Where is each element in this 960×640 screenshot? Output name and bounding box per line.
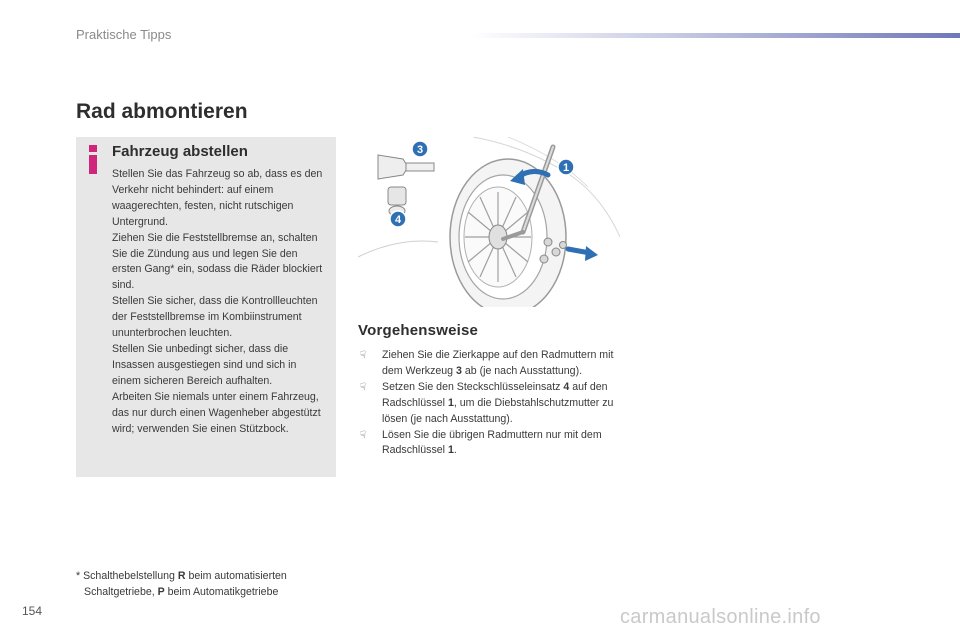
bullet-icon: ☟: [360, 381, 367, 393]
bullet-icon: ☟: [360, 350, 367, 361]
watermark: carmanualsonline.info: [620, 606, 821, 628]
info-box-text: [112, 167, 326, 437]
page-number: 154: [22, 604, 43, 618]
tool-3-hubcap-puller: [378, 155, 434, 179]
callout-badge-4: [390, 211, 406, 227]
procedure-step: ☟ Setzen Sie den Steckschlüsseleinsatz 4 auf den Radschlüssel 1, um die Diebstahlschutzmutter zu lösen (je nach Ausstattung).: [360, 380, 614, 425]
procedure-step: ☟ Lösen Sie die übrigen Radmuttern nur mit dem Radschlüssel 1.: [360, 428, 602, 457]
svg-text:4: 4: [394, 214, 402, 226]
svg-text:3: 3: [416, 144, 424, 156]
callout-badge-3: [412, 141, 428, 157]
info-box: [76, 137, 336, 477]
wheel: [450, 159, 566, 307]
procedure-steps: [358, 348, 628, 459]
wheel-removal-illustration: [358, 137, 620, 307]
bullet-icon: ☟: [360, 429, 367, 441]
info-paragraph: Stellen Sie das Fahrzeug so ab, dass es den Verkehr nicht behindert: auf einem waagerechten, festen, nicht rutschigen Untergrund.: [112, 168, 323, 228]
callout-badge-1: [558, 159, 574, 175]
procedure-title: Vorgehensweise: [358, 322, 479, 339]
header-accent-bar: [470, 33, 960, 38]
info-icon: [86, 145, 100, 175]
page-heading: Rad abmontieren: [76, 100, 248, 123]
info-paragraph: Arbeiten Sie niemals unter einem Fahrzeug, das nur durch einen Wagenheber abgestützt wird; verwenden Sie einen Stützbock.: [112, 390, 321, 435]
info-paragraph: Stellen Sie unbedingt sicher, dass die Insassen ausgestiegen sind und sich in einem sicheren Bereich aufhalten.: [112, 342, 297, 387]
footnote: * Schalthebelstellung R beim automatisierten Schaltgetriebe, P beim Automatikgetriebe: [76, 570, 287, 598]
info-paragraph: Stellen Sie sicher, dass die Kontrollleuchten der Feststellbremse im Kombiinstrument ununterbrochen leuchten.: [112, 295, 318, 340]
section-title: Praktische Tipps: [76, 27, 172, 42]
svg-text:1: 1: [562, 162, 570, 174]
info-paragraph: Ziehen Sie die Feststellbremse an, schalten Sie die Zündung aus und legen Sie den ersten Gang* ein, sodass die Räder blockiert sind.: [112, 231, 323, 292]
info-box-title: Fahrzeug abstellen: [112, 143, 248, 160]
procedure-step: ☟ Ziehen Sie die Zierkappe auf den Radmuttern mit dem Werkzeug 3 ab (je nach Ausstattung).: [360, 349, 614, 377]
